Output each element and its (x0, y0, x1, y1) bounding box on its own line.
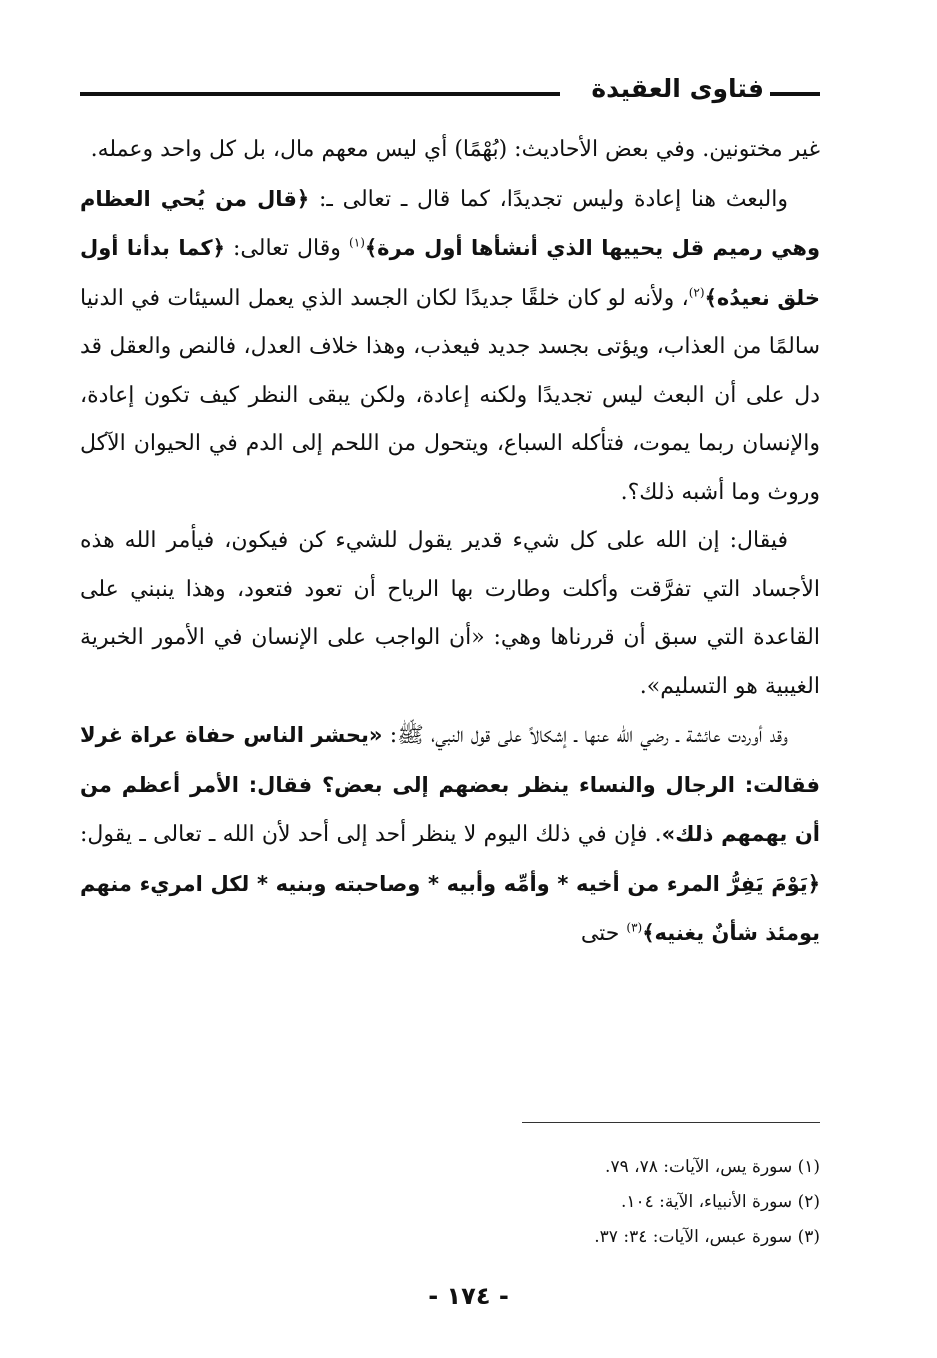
footnote-marker: (٣) (626, 920, 643, 935)
footnote-marker: (١) (349, 235, 365, 250)
text-segment: وقال تعالى: (224, 236, 350, 261)
body-text (80, 126, 820, 959)
quoted-text: ﴿قال من يُحي العظام وهي رميم قل يحييها الذي أنشأها أول مرة﴾ (80, 186, 821, 260)
header-rule-short (770, 92, 820, 96)
footnote-1: (١) سورة يس، الآيات: ٧٨، ٧٩. (605, 1157, 820, 1177)
text-segment: ، ولأنه لو كان خلقًا جديدًا لكان الجسد الذي يعمل السيئات في الدنيا سالمًا من العذاب، ويؤتى بجسد جديد فيعذب، وهذا خلاف العدل، فالنص والعقل قد دل على أن البعث ليس تجديدًا ولكنه إعادة، ولكن يبقى النظر كيف تكون إعادة، والإنسان ربما يموت، فتأكله السباع، ويتحول من اللحم إلى الدم في الحيوان الآكل وروث وما أشبه ذلك؟. (80, 285, 820, 505)
paragraph (80, 175, 820, 518)
header-title: فتاوى العقيدة (591, 74, 764, 103)
page-number: - ١٧٤ - (428, 1282, 509, 1310)
quoted-text: «يحشر الناس حفاة عراة غرلا فقالت: الرجال والنساء ينظر بعضهم إلى بعض؟ فقال: الأمر أعظم من أن يهمهم ذلك» (80, 723, 820, 846)
paragraph (80, 711, 820, 959)
header-rule-long (80, 92, 560, 96)
text-segment: . فإن في ذلك اليوم لا ينظر أحد إلى أحد لأن الله ـ تعالى ـ يقول: (80, 822, 662, 847)
text-segment: والبعث هنا إعادة وليس تجديدًا، كما قال ـ تعالى ـ: (309, 186, 788, 212)
quoted-text: ﴿كما بدأنا أول خلق نعيدُه﴾ (80, 236, 820, 310)
text-segment: وقد أوردت عائشة ـ رضي الله عنها ـ إشكالاً على قول النبي، ﷺ: (382, 723, 788, 748)
footnotes (594, 1150, 820, 1255)
running-header (80, 70, 820, 110)
quoted-text: ﴿يَوْمَ يَفِرُّ المرء من أخيه * وأمِّه وأبيه * وصاحبته وبنيه * لكل امريء منهم يومئذ شأنٌ يغنيه﴾ (80, 871, 820, 945)
footnote-separator (522, 1122, 820, 1123)
footnote-2: (٢) سورة الأنبياء، الآية: ١٠٤. (620, 1192, 820, 1212)
footnote-marker: (٢) (688, 285, 705, 300)
paragraph (80, 126, 820, 175)
text-segment: غير مختونين. وفي بعض الأحاديث: (بُهْمًا) أي ليس معهم مال، بل كل واحد وعمله. (90, 137, 820, 162)
footnote-3: (٣) سورة عبس، الآيات: ٣٤: ٣٧. (594, 1227, 820, 1247)
text-segment: فيقال: إن الله على كل شيء قدير يقول للشيء كن فيكون، فيأمر الله هذه الأجساد التي تفرَّقت وأكلت وطارت بها الرياح أن تعود فتعود، وهذا ينبني على القاعدة التي سبق أن قررناها وهي: «أن الواجب على الإنسان في الأمور الخبرية الغيبية هو التسليم». (80, 528, 820, 699)
text-segment: حتى (580, 921, 627, 946)
paragraph (80, 517, 820, 711)
